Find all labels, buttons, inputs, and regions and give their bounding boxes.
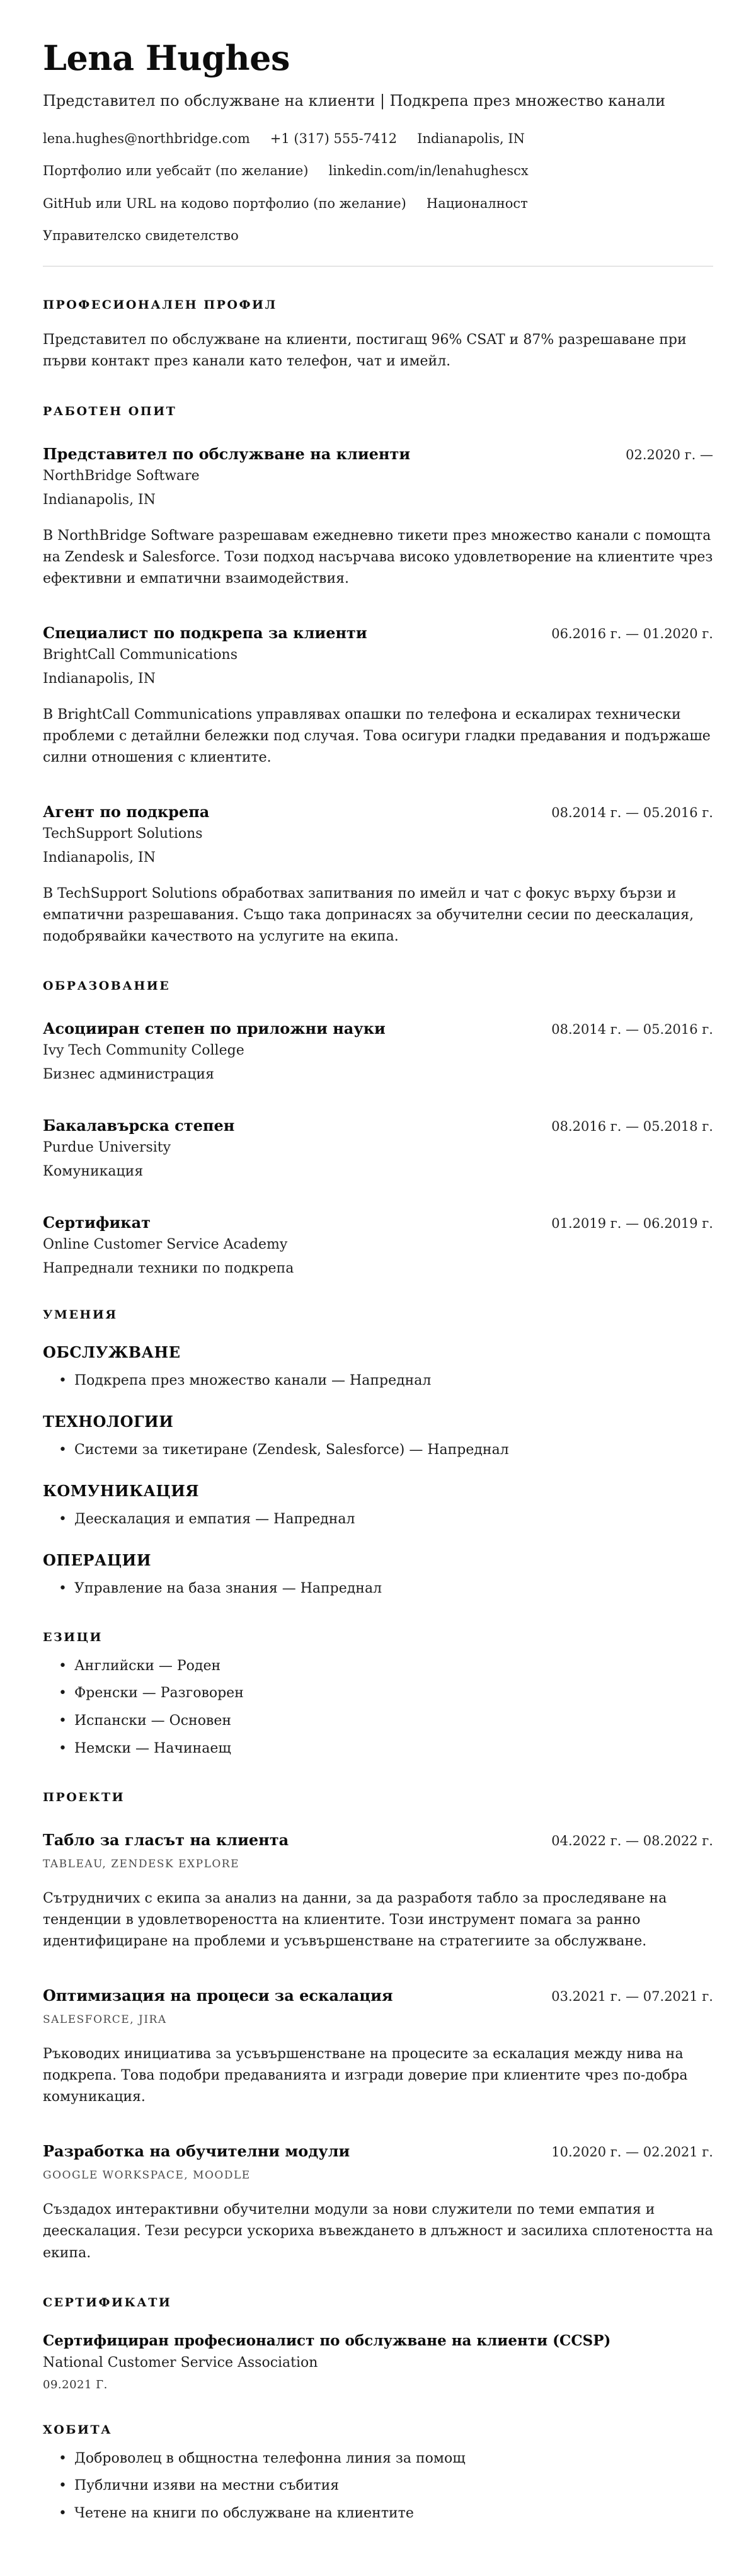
- hobby-item: • Доброволец в общностна телефонна линия за помощ: [43, 2449, 713, 2469]
- project-tools: SALESFORCE, JIRA: [43, 2013, 167, 2027]
- education-title-row: [43, 1116, 713, 1135]
- certification-date: 09.2021 Г.: [43, 2378, 108, 2391]
- project-entry: [43, 2142, 713, 2264]
- certifications-heading: СЕРТИФИКАТИ: [43, 2295, 172, 2310]
- job-title: Представител по обслужване на клиенти: [43, 444, 411, 463]
- education-dates: 01.2019 г. — 06.2019 г.: [551, 1216, 713, 1232]
- section-certifications: [43, 2296, 713, 2391]
- job-title: Специалист по подкрепа за клиенти: [43, 623, 367, 642]
- contact-row-4: [43, 227, 713, 244]
- certification-entry: [43, 2332, 713, 2391]
- skills-group-title: ТЕХНОЛОГИИ: [43, 1412, 174, 1431]
- skills-group: [43, 1482, 713, 1530]
- skills-group: [43, 1412, 713, 1460]
- section-skills: [43, 1308, 713, 1598]
- contact-row-3: [43, 195, 713, 212]
- project-title: Оптимизация на процеси за ескалация: [43, 1986, 393, 2005]
- contact-portfolio: Портфолио или уебсайт (по желание): [43, 163, 309, 179]
- hobbies-heading: ХОБИТА: [43, 2422, 113, 2437]
- project-title: Табло за гласът на клиента: [43, 1830, 289, 1849]
- language-item: • Френски — Разговорен: [43, 1684, 713, 1703]
- project-dates: 10.2020 г. — 02.2021 г.: [551, 2144, 713, 2160]
- project-description: Създадох интерактивни обучителни модули за нови служители по теми емпатия и деескалация. Тези ресурси ускориха въвеждането в длъжност и засилиха сплотеността на екипа.: [43, 2202, 713, 2261]
- job-title-row: [43, 803, 713, 821]
- project-title-row: [43, 1986, 713, 2005]
- education-title: Асоцииран степен по приложни науки: [43, 1019, 386, 1038]
- certification-issuer: National Customer Service Association: [43, 2354, 318, 2371]
- skill-item: • Деескалация и емпатия — Напреднал: [43, 1510, 713, 1530]
- candidate-name: Lena Hughes: [43, 38, 290, 78]
- job-location: Indianapolis, IN: [43, 850, 156, 866]
- contact-row-2: [43, 162, 713, 180]
- job-title-row: [43, 445, 713, 463]
- project-entry: [43, 1831, 713, 1952]
- skill-item: • Системи за тикетиране (Zendesk, Salesforce) — Напреднал: [43, 1441, 713, 1460]
- skills-group: [43, 1343, 713, 1391]
- language-item: • Испански — Основен: [43, 1712, 713, 1731]
- job-description: В TechSupport Solutions обработвах запитвания по имейл и чат с фокус върху бързи и емпатични разрешавания. Също така допринасях за обучителни сесии по деескалация, подобрявайки качеството на услугите на екипа.: [43, 886, 694, 945]
- skills-list: [43, 1579, 713, 1599]
- section-projects: [43, 1790, 713, 2264]
- education-heading: ОБРАЗОВАНИЕ: [43, 979, 171, 993]
- education-field: Напреднали техники по подкрепа: [43, 1261, 294, 1277]
- skills-list: [43, 1441, 713, 1460]
- languages-heading: ЕЗИЦИ: [43, 1630, 103, 1644]
- section-languages: [43, 1630, 713, 1759]
- contact-location: Indianapolis, IN: [417, 131, 525, 146]
- project-description: Ръководих инициатива за усъвършенстване на процесите за ескалация между нива на подкрепа. Това подобри предаванията и изгради доверие при клиентите чрез по-добра комуникация.: [43, 2046, 688, 2105]
- experience-heading: РАБОТЕН ОПИТ: [43, 404, 177, 418]
- resume-header: [43, 38, 713, 266]
- tagline: Представител по обслужване на клиенти | Подкрепа през множество канали: [43, 92, 666, 110]
- skills-group: [43, 1551, 713, 1599]
- education-entry: [43, 1213, 713, 1276]
- language-item: • Английски — Роден: [43, 1657, 713, 1676]
- profile-heading: ПРОФЕСИОНАЛЕН ПРОФИЛ: [43, 298, 277, 312]
- job-location: Indianapolis, IN: [43, 491, 156, 508]
- section-education: [43, 979, 713, 1276]
- hobbies-list: [43, 2449, 713, 2524]
- hobby-item: • Четене на книги по обслужване на клиентите: [43, 2504, 713, 2524]
- education-dates: 08.2016 г. — 05.2018 г.: [551, 1119, 713, 1135]
- projects-heading: ПРОЕКТИ: [43, 1790, 125, 1804]
- job-title-row: [43, 624, 713, 642]
- contact-row-1: [43, 130, 713, 147]
- education-school: Purdue University: [43, 1140, 171, 1156]
- profile-text: Представител по обслужване на клиенти, постигащ 96% CSAT и 87% разрешаване при първи контакт през канали като телефон, чат и имейл.: [43, 332, 687, 370]
- education-dates: 08.2014 г. — 05.2016 г.: [551, 1022, 713, 1038]
- skill-item: • Управление на база знания — Напреднал: [43, 1579, 713, 1599]
- contact-nationality: Националност: [426, 195, 528, 211]
- project-description: Сътрудничих с екипа за анализ на данни, за да разработя табло за проследяване на тенденции в удовлетвореността на клиентите. Този инструмент помага за ранно идентифициране на проблеми и усъвършенстване на стратегиите за обслужване.: [43, 1890, 667, 1949]
- job-entry: [43, 624, 713, 769]
- job-dates: 06.2016 г. — 01.2020 г.: [551, 626, 713, 641]
- project-dates: 04.2022 г. — 08.2022 г.: [551, 1833, 713, 1848]
- contact-license: Управителско свидетелство: [43, 228, 239, 244]
- education-school: Online Customer Service Academy: [43, 1237, 288, 1253]
- contact-email: lena.hughes@northbridge.com: [43, 131, 250, 146]
- project-title-row: [43, 2142, 713, 2160]
- skills-group-title: ОБСЛУЖВАНЕ: [43, 1343, 181, 1362]
- job-description: В BrightCall Communications управлявах опашки по телефона и ескалирах технически проблеми с детайлни бележки под случая. Това осигури гладки предавания и подържаше силни отношения с клиентите.: [43, 706, 711, 766]
- education-title-row: [43, 1213, 713, 1232]
- section-experience: [43, 404, 713, 948]
- skills-group-title: КОМУНИКАЦИЯ: [43, 1482, 200, 1500]
- job-company: TechSupport Solutions: [43, 826, 203, 842]
- education-entry: [43, 1116, 713, 1179]
- contact-github: GitHub или URL на кодово портфолио (по желание): [43, 195, 406, 211]
- education-field: Бизнес администрация: [43, 1067, 214, 1083]
- education-title-row: [43, 1019, 713, 1038]
- job-company: BrightCall Communications: [43, 646, 238, 663]
- project-tools: GOOGLE WORKSPACE, MOODLE: [43, 2169, 251, 2182]
- education-title: Сертификат: [43, 1213, 151, 1232]
- contact-phone: +1 (317) 555-7412: [270, 131, 398, 146]
- job-dates: 02.2020 г. —: [626, 447, 713, 462]
- skills-group-title: ОПЕРАЦИИ: [43, 1550, 151, 1569]
- project-title-row: [43, 1831, 713, 1849]
- skills-heading: УМЕНИЯ: [43, 1308, 118, 1322]
- project-dates: 03.2021 г. — 07.2021 г.: [551, 1989, 713, 2005]
- skills-list: [43, 1371, 713, 1391]
- language-item: • Немски — Начинаещ: [43, 1739, 713, 1759]
- section-hobbies: [43, 2423, 713, 2524]
- job-location: Indianapolis, IN: [43, 670, 156, 687]
- hobby-item: • Публични изяви на местни събития: [43, 2476, 713, 2496]
- project-title: Разработка на обучителни модули: [43, 2142, 350, 2161]
- job-description: В NorthBridge Software разрешавам ежедневно тикети през множество канали с помощта на Zendesk и Salesforce. Този подход насърчава високо удовлетворение на клиентите чрез ефективни и емпатични взаимодействия.: [43, 527, 713, 587]
- job-title: Агент по подкрепа: [43, 803, 210, 821]
- education-field: Комуникация: [43, 1164, 144, 1180]
- skills-list: [43, 1510, 713, 1530]
- education-entry: [43, 1019, 713, 1082]
- section-profile: [43, 298, 713, 372]
- skill-item: • Подкрепа през множество канали — Напреднал: [43, 1371, 713, 1391]
- job-dates: 08.2014 г. — 05.2016 г.: [551, 805, 713, 821]
- job-entry: [43, 803, 713, 947]
- project-entry: [43, 1986, 713, 2108]
- education-title: Бакалавърска степен: [43, 1116, 235, 1135]
- job-entry: [43, 445, 713, 590]
- project-tools: TABLEAU, ZENDESK EXPLORE: [43, 1857, 240, 1870]
- contact-linkedin: linkedin.com/in/lenahughescx: [328, 163, 529, 179]
- education-school: Ivy Tech Community College: [43, 1043, 244, 1059]
- languages-list: [43, 1657, 713, 1759]
- certification-title: Сертифициран професионалист по обслужване на клиенти (CCSP): [43, 2332, 611, 2349]
- job-company: NorthBridge Software: [43, 467, 200, 484]
- contact-block: [43, 130, 713, 244]
